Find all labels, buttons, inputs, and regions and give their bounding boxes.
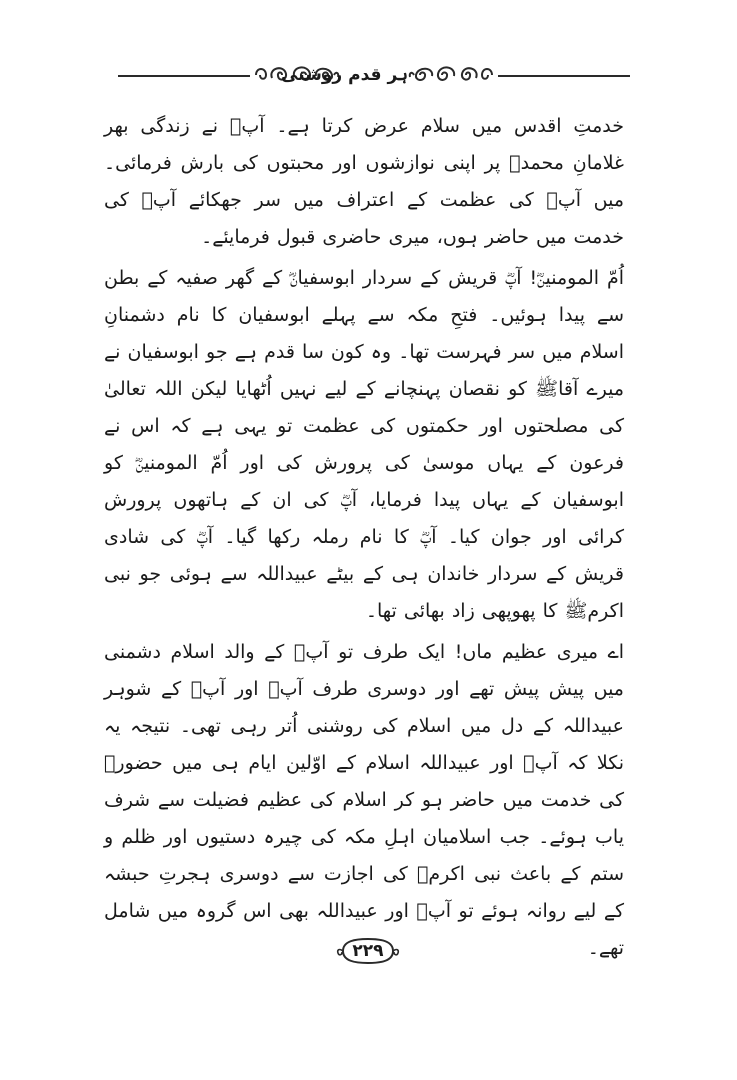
- running-header: [118, 52, 630, 92]
- header-rule-left: [118, 75, 250, 77]
- body-text: [104, 108, 624, 967]
- header-rule-right: [498, 75, 630, 77]
- page-number: [335, 936, 401, 966]
- page-number-label: ۲۲۹: [352, 941, 384, 961]
- header-title: ہر قدم روشنی: [281, 65, 408, 85]
- paragraph: اے میری عظیم ماں! ایک طرف تو آپؓ کے والد اسلام دشمنی میں پیش پیش تھے اور دوسری طرف آپؓ اور آپؓ کے شوہر عبیداللہ کے دل میں اسلام کی روشنی اُتر رہی تھی۔ نتیجہ یہ نکلا کہ آپؓ اور عبیداللہ اسلام کے اوّلین ایام ہی میں حضورﷺ کی خدمت میں حاضر ہو کر اسلام کی عظیم فضیلت سے شرف یاب ہوئے۔ جب اسلامیان اہلِ مکہ کی چیرہ دستیوں اور ظلم و ستم کے باعث نبی اکرمﷺ کی اجازت سے دوسری ہجرتِ حبشہ کے لیے روانہ ہوئے تو آپؓ اور عبیداللہ بھی اس گروہ میں شامل تھے۔: [104, 641, 624, 959]
- paragraph: اُمّ المومنینؓ! آپؓ قریش کے سردار ابوسفیانؓ کے گھر صفیہ کے بطن سے پیدا ہوئیں۔ فتحِ مکہ سے پہلے ابوسفیان کا نام دشمنانِ اسلام میں سر فہرست تھا۔ وہ کون سا قدم ہے جو ابوسفیان نے میرے آقاﷺ کو نقصان پہنچانے کے لیے نہیں اُٹھایا لیکن اللہ تعالیٰ کی مصلحتوں اور حکمتوں کی عظمت تو یہی ہے کہ اس نے فرعون کے یہاں موسیٰ کی پرورش کی اور اُمّ المومنینؓ کو ابوسفیان کے یہاں پیدا فرمایا، آپؓ کی ان کے ہاتھوں پرورش کرائی اور جوان کیا۔ آپؓ کا نام رملہ رکھا گیا۔ آپؓ کی شادی قریش کے سردار خاندان ہی کے بیٹے عبیداللہ سے ہوئی جو نبی اکرمﷺ کا پھوپھی زاد بھائی تھا۔: [104, 267, 624, 622]
- paragraph: خدمتِ اقدس میں سلام عرض کرتا ہے۔ آپؓ نے زندگی بھر غلامانِ محمدﷺ پر اپنی نوازشوں اور محبتوں کی بارش فرمائی۔ میں آپؓ کی عظمت کے اعتراف میں سر جھکائے آپؓ کی خدمت میں حاضر ہوں، میری حاضری قبول فرمایئے۔: [104, 115, 624, 248]
- scroll-swirl-ornament-icon: [408, 58, 496, 92]
